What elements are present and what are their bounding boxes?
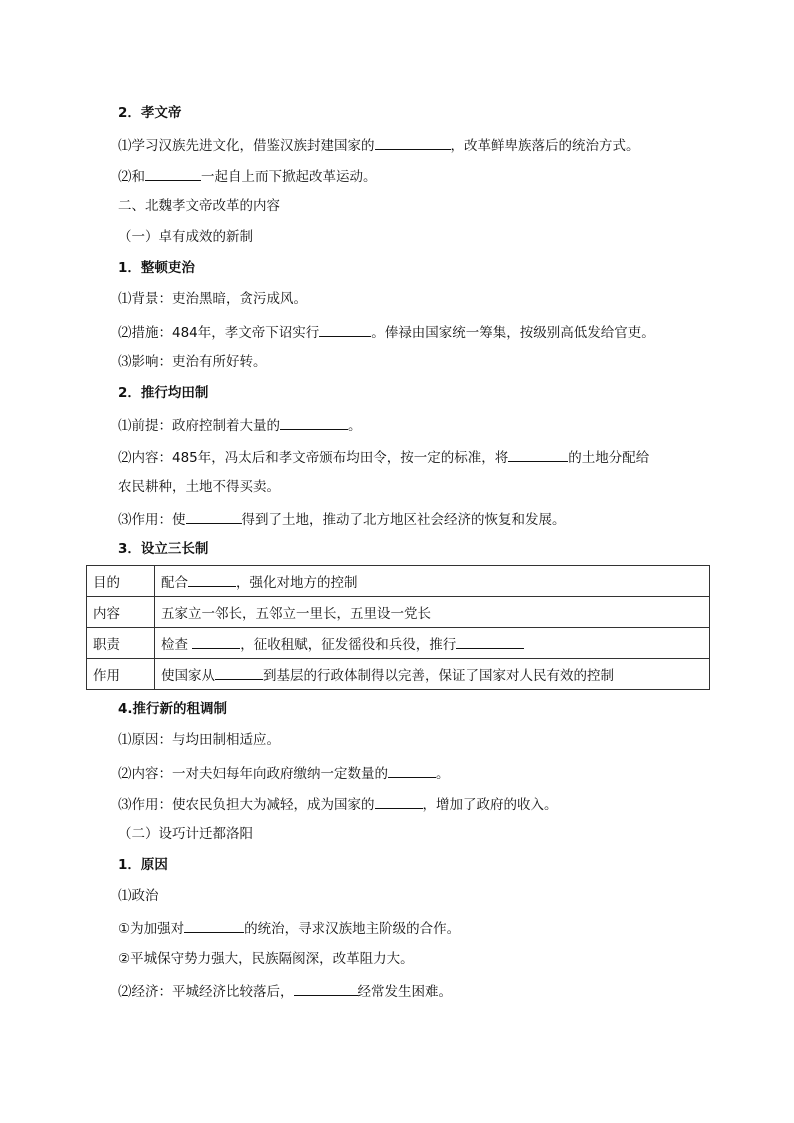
table-key-cell: 作用 bbox=[87, 659, 155, 690]
paragraph bbox=[118, 950, 414, 968]
paragraph bbox=[118, 918, 460, 938]
text: 农民耕种，土地不得买卖。 bbox=[118, 479, 280, 495]
text: 的土地分配给 bbox=[568, 450, 650, 466]
paragraph bbox=[118, 794, 558, 814]
subsection-heading bbox=[118, 825, 253, 843]
table-key-cell: 内容 bbox=[87, 597, 155, 628]
text: 配合 bbox=[161, 575, 188, 591]
text: ⑴政治 bbox=[118, 888, 159, 904]
fill-blank[interactable] bbox=[186, 509, 242, 524]
paragraph bbox=[118, 353, 267, 371]
text: ⑶作用：使 bbox=[118, 512, 186, 528]
fill-blank[interactable] bbox=[375, 135, 451, 150]
heading-text: （一）卓有成效的新制 bbox=[118, 229, 253, 245]
paragraph bbox=[118, 135, 640, 155]
paragraph bbox=[118, 322, 655, 342]
fill-blank[interactable] bbox=[375, 794, 423, 809]
paragraph bbox=[118, 763, 450, 783]
text: ，改革鲜卑族落后的统治方式。 bbox=[450, 138, 640, 154]
fill-blank[interactable] bbox=[388, 763, 436, 778]
paragraph bbox=[118, 290, 307, 308]
text: ，增加了政府的收入。 bbox=[422, 797, 558, 813]
heading-text: 2．推行均田制 bbox=[118, 385, 209, 401]
text: ⑵内容：一对夫妇每年向政府缴纳一定数量的 bbox=[118, 766, 388, 782]
text: 的统治，寻求汉族地主阶级的合作。 bbox=[244, 921, 461, 937]
three-chief-system-table bbox=[86, 565, 710, 690]
heading-text: 3．设立三长制 bbox=[118, 541, 209, 557]
paragraph bbox=[118, 509, 566, 529]
table-row bbox=[87, 659, 710, 690]
part-heading bbox=[118, 197, 280, 215]
table-value-cell: 五家立一邻长，五邻立一里长，五里设一党长 bbox=[155, 597, 710, 628]
table-value-cell bbox=[155, 566, 710, 597]
heading-text: （二）设巧计迁都洛阳 bbox=[118, 826, 253, 842]
heading-text: 1．原因 bbox=[118, 857, 168, 873]
paragraph bbox=[118, 731, 280, 749]
fill-blank[interactable] bbox=[294, 981, 358, 996]
table-value-cell bbox=[155, 628, 710, 659]
heading-text: 4.推行新的租调制 bbox=[118, 701, 228, 717]
text: ⑶影响：吏治有所好转。 bbox=[118, 354, 267, 370]
text: 使国家从 bbox=[161, 668, 215, 684]
fill-blank[interactable] bbox=[192, 634, 240, 649]
fill-blank[interactable] bbox=[456, 634, 524, 649]
text: 到基层的行政体制得以完善，保证了国家对人民有效的控制 bbox=[263, 668, 614, 684]
text: 。 bbox=[348, 418, 362, 434]
section-heading bbox=[118, 540, 208, 558]
text: 一起自上而下掀起改革运动。 bbox=[201, 169, 377, 185]
table-row bbox=[87, 597, 710, 628]
text: 经常发生困难。 bbox=[357, 984, 452, 1000]
fill-blank[interactable] bbox=[184, 918, 244, 933]
text: ⑵和 bbox=[118, 169, 145, 185]
paragraph bbox=[118, 166, 377, 186]
section-heading bbox=[118, 384, 208, 402]
table-value-cell bbox=[155, 659, 710, 690]
fill-blank[interactable] bbox=[188, 572, 236, 587]
section-heading-xiaowendi bbox=[118, 104, 181, 122]
text: ⑴前提：政府控制着大量的 bbox=[118, 418, 280, 434]
paragraph bbox=[118, 447, 649, 467]
table-key-cell: 目的 bbox=[87, 566, 155, 597]
fill-blank[interactable] bbox=[215, 665, 263, 680]
table-row bbox=[87, 628, 710, 659]
text: ⑴原因：与均田制相适应。 bbox=[118, 732, 280, 748]
text: ，征收租赋，征发徭役和兵役，推行 bbox=[240, 637, 457, 653]
text: 检查 bbox=[161, 637, 193, 653]
paragraph bbox=[118, 981, 452, 1001]
text: 得到了土地，推动了北方地区社会经济的恢复和发展。 bbox=[241, 512, 566, 528]
section-heading bbox=[118, 700, 227, 718]
text: ⑴背景：吏治黑暗，贪污成风。 bbox=[118, 291, 307, 307]
table-row bbox=[87, 566, 710, 597]
paragraph bbox=[118, 478, 280, 496]
heading-text: 1．整顿吏治 bbox=[118, 260, 195, 276]
fill-blank[interactable] bbox=[319, 322, 371, 337]
text: ⑵措施：484年，孝文帝下诏实行 bbox=[118, 325, 320, 341]
paragraph bbox=[118, 415, 362, 435]
text: ②平城保守势力强大，民族隔阂深，改革阻力大。 bbox=[118, 951, 414, 967]
paragraph bbox=[118, 887, 159, 905]
subsection-heading bbox=[118, 228, 253, 246]
fill-blank[interactable] bbox=[508, 447, 568, 462]
table-key-cell: 职责 bbox=[87, 628, 155, 659]
section-heading bbox=[118, 259, 195, 277]
section-heading bbox=[118, 856, 168, 874]
fill-blank[interactable] bbox=[145, 166, 201, 181]
text: ①为加强对 bbox=[118, 921, 185, 937]
text: ⑵内容：485年，冯太后和孝文帝颁布均田令，按一定的标准，将 bbox=[118, 450, 509, 466]
text: ⑴学习汉族先进文化，借鉴汉族封建国家的 bbox=[118, 138, 375, 154]
text: ⑶作用：使农民负担大为减轻，成为国家的 bbox=[118, 797, 375, 813]
heading-text: 二、北魏孝文帝改革的内容 bbox=[118, 198, 280, 214]
text: ，强化对地方的控制 bbox=[236, 575, 358, 591]
text: 。 bbox=[436, 766, 450, 782]
fill-blank[interactable] bbox=[280, 415, 348, 430]
text: ⑵经济：平城经济比较落后， bbox=[118, 984, 294, 1000]
heading-text: 2．孝文帝 bbox=[118, 105, 182, 121]
text: 。俸禄由国家统一筹集，按级别高低发给官吏。 bbox=[371, 325, 655, 341]
